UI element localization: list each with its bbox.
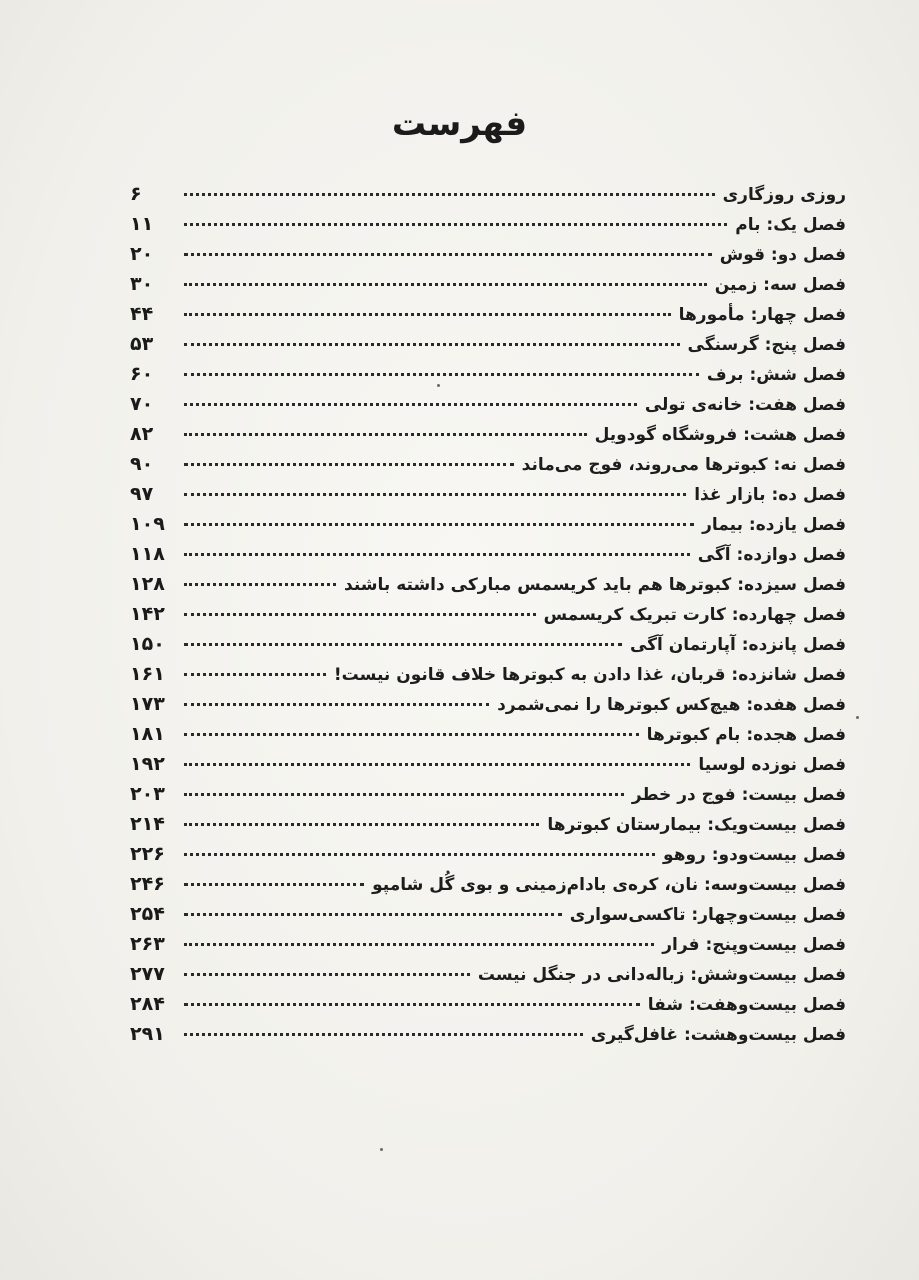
toc-chapter-title: فصل یازده: بیمار [702, 515, 846, 535]
dot-leader [184, 523, 694, 526]
toc-page-number: ۳۰ [130, 273, 154, 295]
toc-entry [130, 360, 846, 390]
toc-page-number: ۱۹۲ [130, 753, 165, 775]
dot-leader [184, 883, 364, 886]
dot-leader [184, 763, 690, 766]
dot-leader [184, 283, 707, 286]
toc-page-number: ۶ [130, 183, 142, 205]
toc-entry [130, 330, 846, 360]
dot-leader [184, 703, 489, 706]
toc-page-number: ۲۹۱ [130, 1023, 165, 1045]
dot-leader [184, 673, 326, 676]
dot-leader [184, 223, 727, 226]
toc-page-number: ۲۲۶ [130, 843, 165, 865]
toc-entry [130, 690, 846, 720]
toc-entry [130, 870, 846, 900]
toc-page-number: ۱۰۹ [130, 513, 165, 535]
toc-entry [130, 450, 846, 480]
toc-page-number: ۱۲۸ [130, 573, 165, 595]
toc-page-number: ۱۱ [130, 213, 154, 235]
toc-entry [130, 300, 846, 330]
dot-leader [184, 583, 336, 586]
toc-chapter-title: فصل هفت: خانه‌ی تولی [644, 395, 846, 415]
dot-leader [184, 553, 690, 556]
toc-entry [130, 750, 846, 780]
table-of-contents [130, 180, 846, 1050]
dot-leader [184, 373, 699, 376]
toc-page-number: ۹۷ [130, 483, 154, 505]
dot-leader [184, 253, 712, 256]
toc-entry [130, 930, 846, 960]
toc-page-number: ۲۸۴ [130, 993, 165, 1015]
paper-speck [380, 1148, 383, 1151]
toc-page-number: ۱۴۲ [130, 603, 165, 625]
toc-entry [130, 480, 846, 510]
dot-leader [184, 793, 624, 796]
toc-entry [130, 840, 846, 870]
toc-page-number: ۵۳ [130, 333, 154, 355]
toc-chapter-title: فصل هفده: هیچ‌کس کبوترها را نمی‌شمرد [497, 695, 846, 715]
dot-leader [184, 823, 539, 826]
paper-speck [856, 716, 859, 719]
toc-chapter-title: فصل بیست‌وپنج: فرار [662, 935, 846, 955]
toc-entry [130, 510, 846, 540]
toc-entry [130, 630, 846, 660]
toc-entry [130, 540, 846, 570]
toc-page-number: ۲۴۶ [130, 873, 165, 895]
toc-chapter-title: فصل دو: قوش [719, 245, 846, 265]
dot-leader [184, 463, 514, 466]
paper-speck [437, 384, 440, 387]
toc-page-number: ۲۰۳ [130, 783, 165, 805]
dot-leader [184, 403, 637, 406]
dot-leader [184, 733, 639, 736]
toc-chapter-title: فصل بیست: فوج در خطر [631, 785, 846, 805]
toc-chapter-title: فصل بیست‌ودو: روهو [663, 845, 846, 865]
toc-entry [130, 990, 846, 1020]
toc-entry [130, 570, 846, 600]
toc-page-number: ۱۷۳ [130, 693, 165, 715]
toc-page-number: ۷۰ [130, 393, 154, 415]
toc-chapter-title: فصل دوازده: آگی [697, 545, 846, 565]
toc-chapter-title: فصل هجده: بام کبوترها [646, 725, 846, 745]
dot-leader [184, 643, 622, 646]
dot-leader [184, 313, 671, 316]
toc-entry [130, 180, 846, 210]
toc-entry [130, 900, 846, 930]
toc-entry [130, 270, 846, 300]
toc-chapter-title: فصل بیست‌وهفت: شفا [647, 995, 846, 1015]
toc-chapter-title: فصل نوزده لوسیا [698, 755, 846, 775]
toc-entry [130, 780, 846, 810]
toc-chapter-title: فصل هشت: فروشگاه گودویل [594, 425, 846, 445]
toc-entry [130, 660, 846, 690]
toc-entry [130, 210, 846, 240]
toc-chapter-title: فصل چهار: مأمورها [678, 305, 846, 325]
toc-page-number: ۲۷۷ [130, 963, 165, 985]
toc-chapter-title: فصل بیست‌ویک: بیمارستان کبوترها [547, 815, 846, 835]
dot-leader [184, 853, 655, 856]
toc-page-number: ۲۱۴ [130, 813, 165, 835]
toc-chapter-title: فصل شانزده: قربان، غذا دادن به کبوترها خلاف قانون نیست! [333, 665, 846, 685]
toc-page-number: ۱۱۸ [130, 543, 165, 565]
dot-leader [184, 613, 536, 616]
toc-entry [130, 960, 846, 990]
page-title: فهرست [391, 104, 528, 144]
toc-entry [130, 600, 846, 630]
toc-chapter-title: فصل سه: زمین [714, 275, 846, 295]
toc-page-number: ۲۶۳ [130, 933, 165, 955]
toc-entry [130, 810, 846, 840]
dot-leader [184, 1033, 583, 1036]
toc-chapter-title: فصل چهارده: کارت تبریک کریسمس [543, 605, 846, 625]
toc-chapter-title: فصل بیست‌وسه: نان، کره‌ی بادام‌زمینی و بوی گُل شامپو [372, 875, 846, 895]
dot-leader [184, 1003, 640, 1006]
toc-page-number: ۹۰ [130, 453, 154, 475]
dot-leader [184, 433, 587, 436]
toc-chapter-title: فصل شش: برف [706, 365, 846, 385]
toc-entry [130, 240, 846, 270]
toc-entry [130, 420, 846, 450]
dot-leader [184, 943, 654, 946]
toc-chapter-title: فصل ده: بازار غذا [694, 485, 846, 505]
dot-leader [184, 973, 470, 976]
toc-chapter-title: فصل بیست‌وهشت: غافل‌گیری [590, 1025, 846, 1045]
toc-chapter-title: روزی روزگاری [722, 185, 846, 205]
dot-leader [184, 193, 715, 196]
toc-page-number: ۱۶۱ [130, 663, 165, 685]
toc-entry [130, 720, 846, 750]
toc-page-number: ۱۵۰ [130, 633, 165, 655]
toc-page-number: ۲۵۴ [130, 903, 165, 925]
toc-chapter-title: فصل بیست‌وچهار: تاکسی‌سواری [569, 905, 846, 925]
toc-entry [130, 390, 846, 420]
toc-page-number: ۶۰ [130, 363, 154, 385]
toc-chapter-title: فصل پنج: گرسنگی [687, 335, 846, 355]
toc-chapter-title: فصل پانزده: آپارتمان آگی [629, 635, 846, 655]
toc-page-number: ۱۸۱ [130, 723, 165, 745]
toc-page-number: ۸۲ [130, 423, 154, 445]
toc-page-number: ۴۴ [130, 303, 154, 325]
toc-entry [130, 1020, 846, 1050]
toc-chapter-title: فصل یک: بام [735, 215, 846, 235]
toc-chapter-title: فصل سیزده: کبوترها هم باید کریسمس مبارکی داشته باشند [344, 575, 846, 595]
toc-chapter-title: فصل بیست‌وشش: زباله‌دانی در جنگل نیست [477, 965, 846, 985]
dot-leader [184, 343, 680, 346]
toc-chapter-title: فصل نه: کبوترها می‌روند، فوج می‌ماند [521, 455, 846, 475]
dot-leader [184, 913, 562, 916]
dot-leader [184, 493, 686, 496]
toc-page-number: ۲۰ [130, 243, 154, 265]
